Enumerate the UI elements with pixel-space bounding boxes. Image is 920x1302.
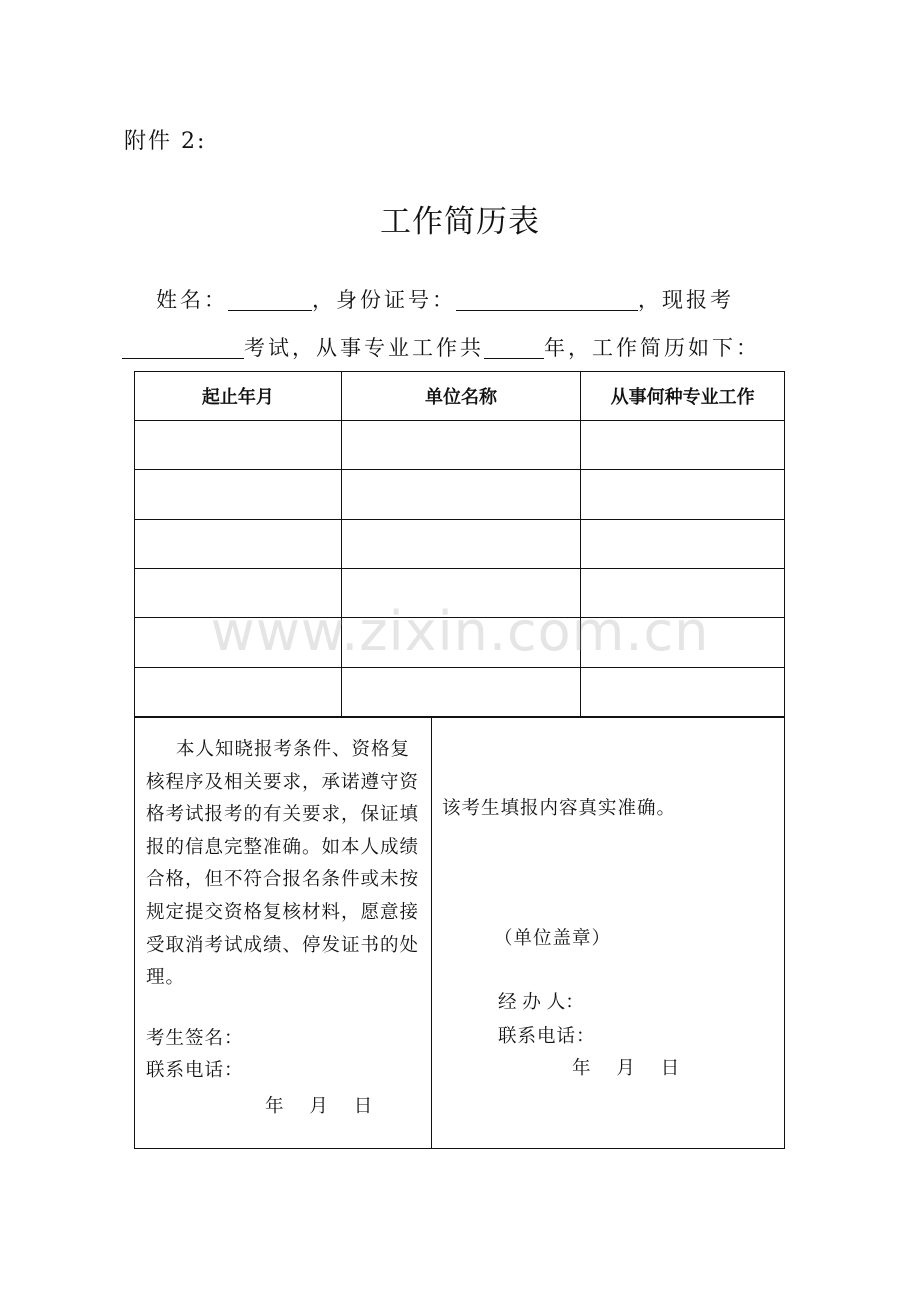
header-period: 起止年月 xyxy=(135,372,342,421)
table-cell[interactable] xyxy=(581,667,785,716)
table-row xyxy=(135,519,785,568)
table-cell[interactable] xyxy=(135,667,342,716)
table-cell[interactable] xyxy=(341,470,581,519)
table-cell[interactable] xyxy=(581,618,785,667)
declaration-text: 本人知晓报考条件、资格复核程序及相关要求，承诺遵守资格考试报考的有关要求，保证填报的信息完整准确。如本人成绩合格，但不符合报名条件或未按规定提交资格复核材料，愿意接受取消考试成绩、停发证书的处理。 xyxy=(146,739,420,989)
header-unit-name: 单位名称 xyxy=(341,372,581,421)
id-number-blank[interactable] xyxy=(456,288,638,311)
unit-date-label: 年 月 日 xyxy=(572,1058,680,1079)
table-row xyxy=(135,667,785,716)
watermark: www.zixin.com.cn xyxy=(210,600,710,663)
table-header-row xyxy=(135,372,785,421)
unit-phone-label: 联系电话： xyxy=(498,1026,596,1047)
years-blank[interactable] xyxy=(484,336,544,359)
table-cell[interactable] xyxy=(581,519,785,568)
table-row xyxy=(135,470,785,519)
table-cell[interactable] xyxy=(341,421,581,470)
table-cell[interactable] xyxy=(581,568,785,617)
work-history-table xyxy=(134,371,785,717)
table-cell[interactable] xyxy=(135,568,342,617)
table-cell[interactable] xyxy=(135,421,342,470)
intro-line-1 xyxy=(156,284,734,314)
candidate-declaration-cell xyxy=(135,718,432,1149)
header-specialty: 从事何种专业工作 xyxy=(581,372,785,421)
name-label: 姓名： xyxy=(156,288,228,312)
table-cell[interactable] xyxy=(135,618,342,667)
exam-name-blank[interactable] xyxy=(122,336,244,359)
verification-text: 该考生填报内容真实准确。 xyxy=(442,798,677,819)
unit-verification-cell xyxy=(432,718,785,1149)
unit-seal-label: （单位盖章） xyxy=(494,928,612,949)
table-row xyxy=(135,618,785,667)
page-title: 工作简历表 xyxy=(380,204,540,240)
table-row xyxy=(135,421,785,470)
candidate-date-label: 年 月 日 xyxy=(265,1096,373,1117)
table-cell[interactable] xyxy=(581,421,785,470)
id-label: ，身份证号： xyxy=(312,288,456,312)
attachment-label: 附件 2: xyxy=(124,129,207,154)
name-blank[interactable] xyxy=(228,288,312,311)
table-cell[interactable] xyxy=(341,519,581,568)
apply-label: ，现报考 xyxy=(638,288,734,312)
handler-label: 经 办 人： xyxy=(498,992,584,1013)
years-label: 年，工作简历如下： xyxy=(544,336,760,360)
table-cell[interactable] xyxy=(581,470,785,519)
table-cell[interactable] xyxy=(135,470,342,519)
table-cell[interactable] xyxy=(341,618,581,667)
declaration-table xyxy=(134,717,785,1149)
exam-label: 考试，从事专业工作共 xyxy=(244,336,484,360)
table-row xyxy=(135,568,785,617)
table-cell[interactable] xyxy=(341,667,581,716)
candidate-signature-label: 考生签名： xyxy=(146,1028,244,1049)
table-cell[interactable] xyxy=(341,568,581,617)
intro-line-2 xyxy=(122,332,760,362)
table-cell[interactable] xyxy=(135,519,342,568)
candidate-phone-label: 联系电话： xyxy=(146,1060,244,1081)
